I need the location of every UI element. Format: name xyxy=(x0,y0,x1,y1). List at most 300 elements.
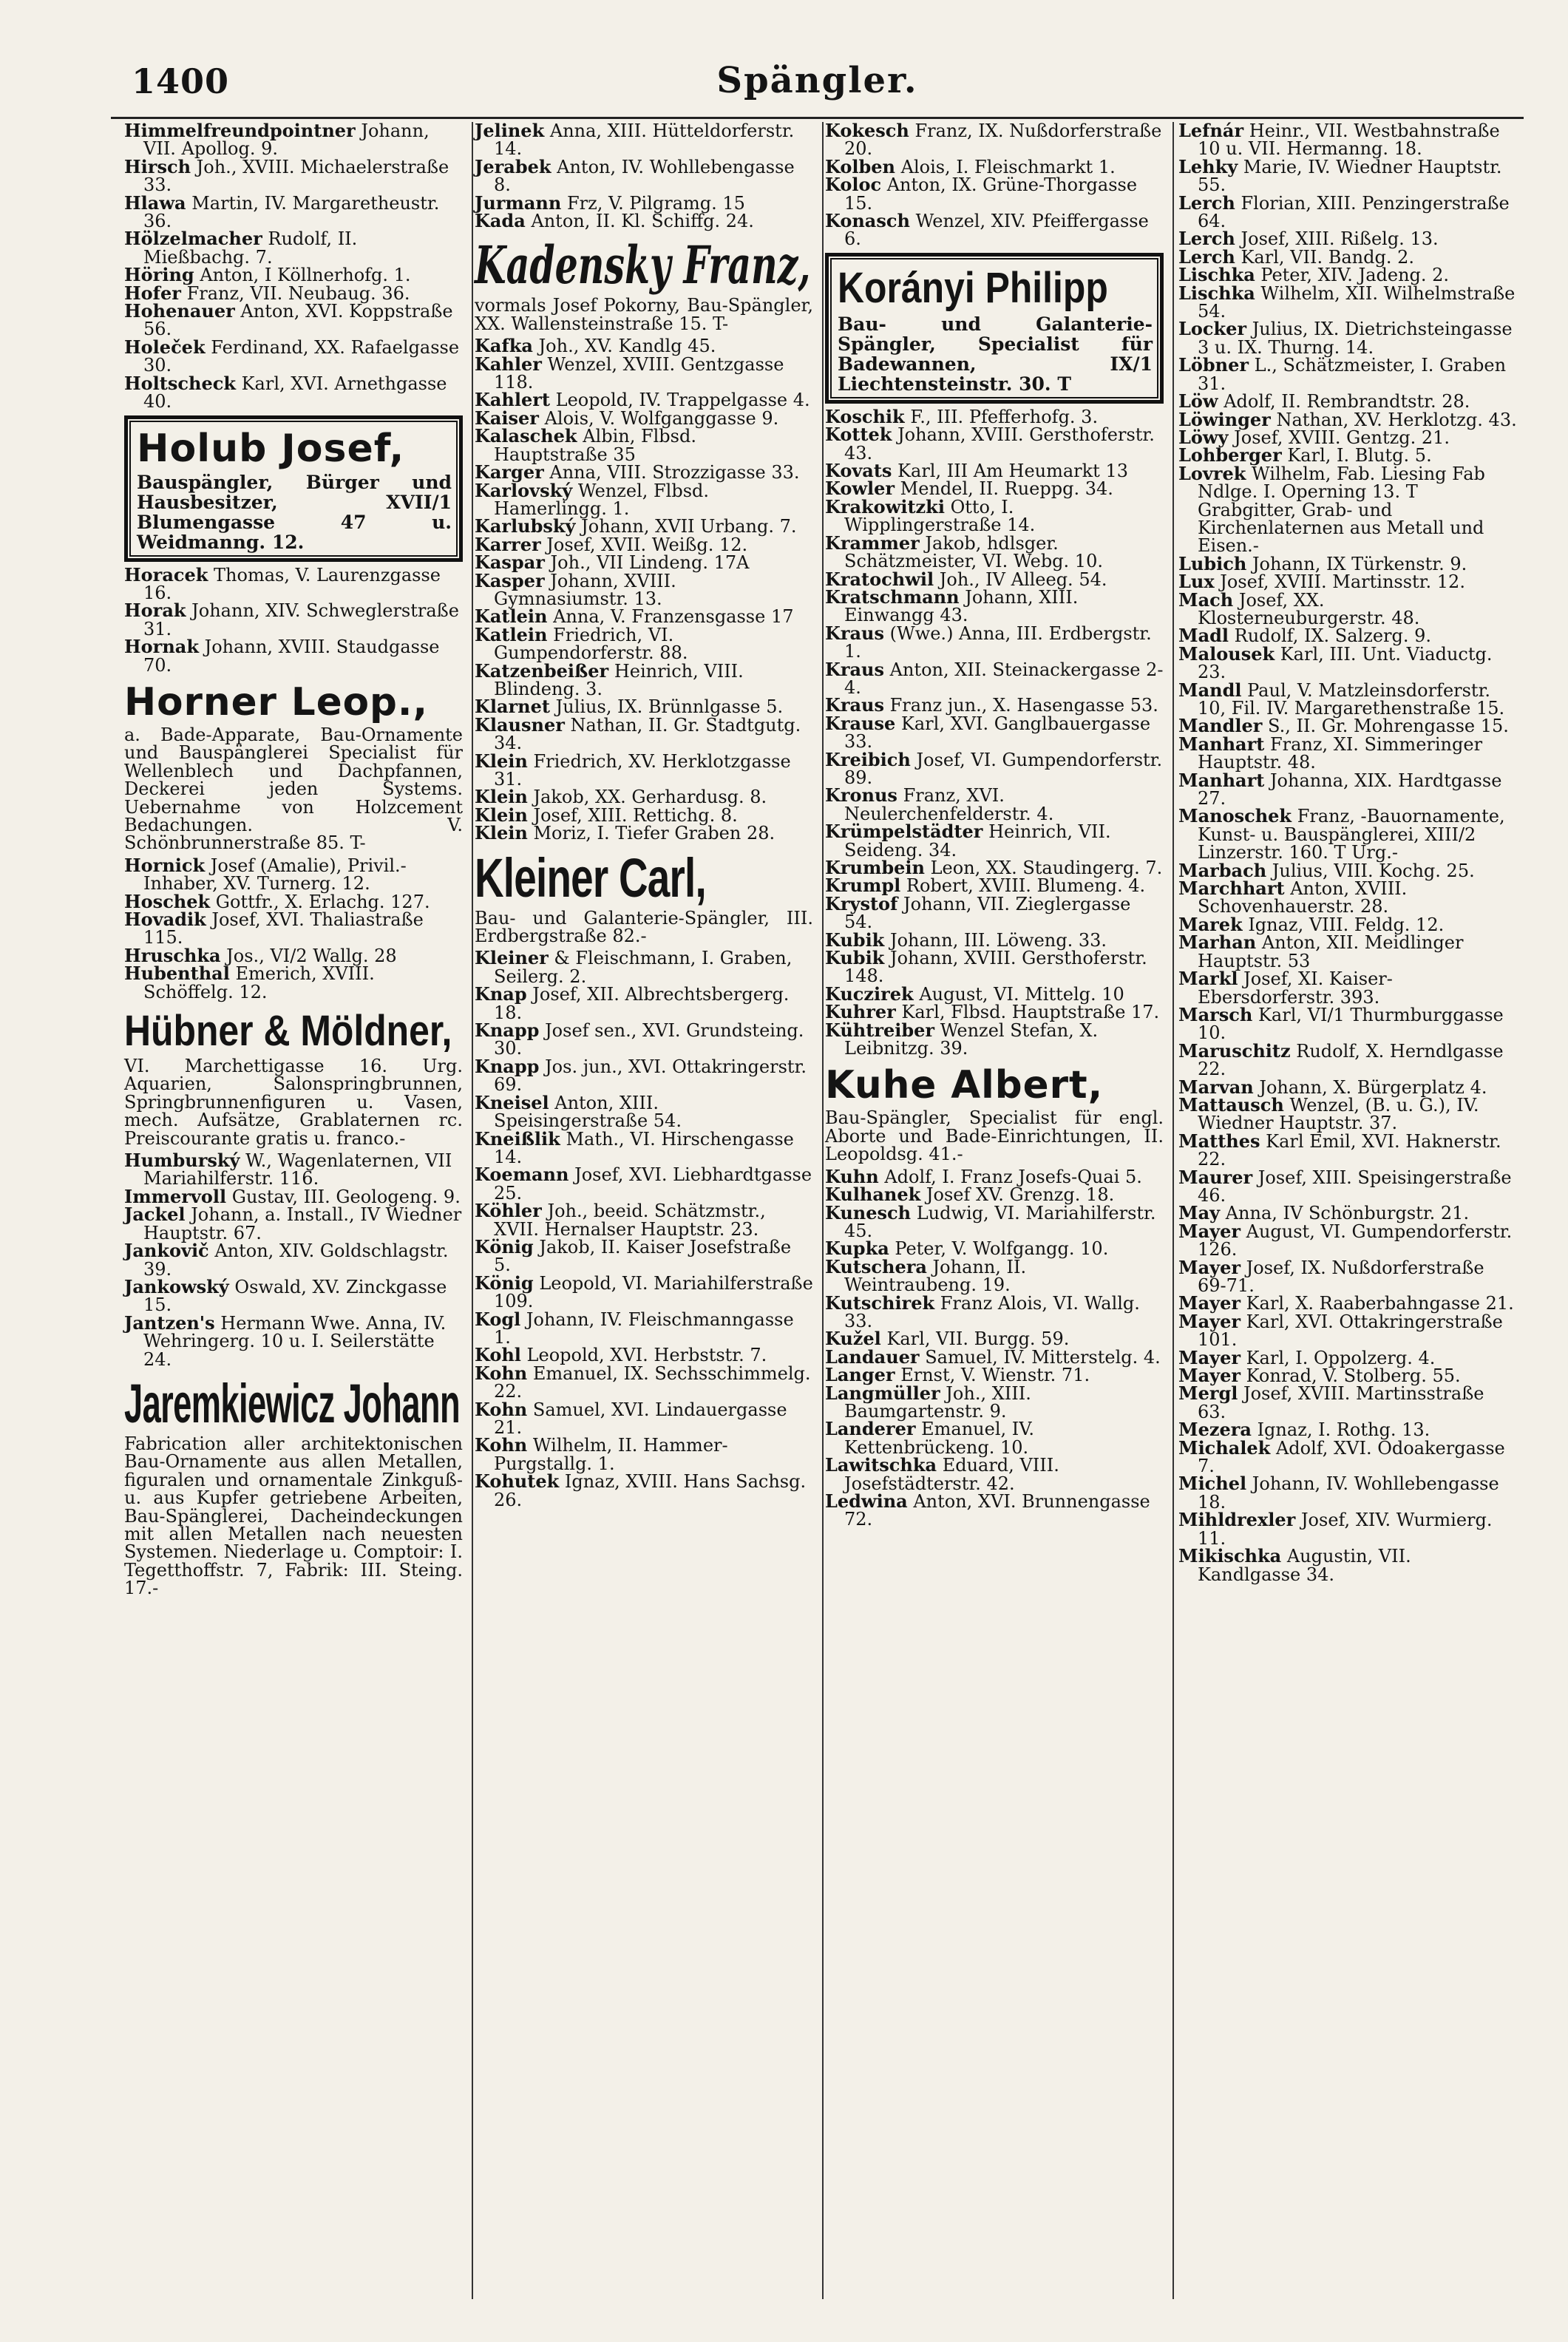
entry-details: Josef, XVII. Weißg. 12. xyxy=(546,534,748,555)
directory-entry xyxy=(475,1436,813,1473)
directory-entry xyxy=(475,479,813,519)
directory-entry xyxy=(124,155,463,196)
entry-details: Joh., IV Alleeg. 54. xyxy=(939,568,1107,590)
directory-entry xyxy=(1178,552,1517,574)
entry-details: Mendel, II. Rueppg. 34. xyxy=(900,478,1113,500)
entry-name: Manhart xyxy=(1178,733,1265,755)
entry-name: Hirsch xyxy=(124,155,191,177)
advertisement-title: Holub Josef, xyxy=(137,426,405,471)
directory-entry xyxy=(475,1470,813,1510)
entry-name: Maruschitz xyxy=(1178,1039,1291,1062)
entry-name: Hornak xyxy=(124,636,199,658)
entry-name: Ledwina xyxy=(825,1490,908,1512)
entry-details: Johann, XIV. Schweglerstraße 31. xyxy=(143,600,459,639)
directory-column-1 xyxy=(120,122,467,2299)
entry-details: Friedrich, XV. Herklotzgasse 31. xyxy=(494,750,791,790)
entry-name: Jerabek xyxy=(475,155,551,177)
directory-entry xyxy=(124,911,463,947)
entry-name: Koemann xyxy=(475,1164,569,1186)
directory-entry xyxy=(825,122,1164,158)
entry-details: Josef, XIII. Rißelg. 13. xyxy=(1241,228,1439,250)
entry-name: Mayer xyxy=(1178,1310,1241,1332)
directory-entry xyxy=(1178,1310,1517,1351)
directory-entry xyxy=(124,1206,463,1242)
entry-details: Josef, XIII. Speisingerstraße 46. xyxy=(1198,1167,1512,1206)
entry-name: Hoschek xyxy=(124,890,211,912)
entry-name: Karlovský xyxy=(475,479,573,501)
entry-details: Anton, XVI. Brunnengasse 72. xyxy=(844,1491,1150,1530)
entry-name: Jankowský xyxy=(124,1275,229,1297)
entry-name: Hruschka xyxy=(124,944,221,966)
entry-name: Holeček xyxy=(124,336,206,358)
directory-entry xyxy=(1178,1039,1517,1080)
entry-name: Jantzen's xyxy=(124,1311,215,1334)
entry-details: Josef, XI. Kaiser-Ebersdorferstr. 393. xyxy=(1198,968,1393,1008)
directory-entry xyxy=(825,748,1164,788)
entry-details: Wenzel, (B. u. G.), IV. Wiedner Hauptstr. 37. xyxy=(1198,1094,1479,1134)
entry-name: Langer xyxy=(825,1364,895,1386)
entry-name: Klarnet xyxy=(475,696,550,718)
directory-entry xyxy=(825,1201,1164,1241)
entry-details: Heinrich, VIII. Blindeng. 3. xyxy=(494,660,744,699)
entry-details: Peter, V. Wolfgangg. 10. xyxy=(895,1238,1109,1260)
directory-entry xyxy=(1178,970,1517,1006)
entry-details: Leon, XX. Staudingerg. 7. xyxy=(930,858,1163,878)
directory-entry xyxy=(825,1382,1164,1422)
entry-name: Mayer xyxy=(1178,1365,1241,1387)
entry-details: Rudolf, X. Herndlgasse 22. xyxy=(1198,1040,1504,1080)
entry-name: Mayer xyxy=(1178,1256,1241,1278)
directory-entry xyxy=(475,353,813,393)
entry-name: Matthes xyxy=(1178,1130,1260,1152)
directory-column-2 xyxy=(470,122,818,2299)
entry-name: Konasch xyxy=(825,210,910,232)
advertisement xyxy=(475,234,813,333)
entry-details: Leopold, IV. Trappelgasse 4. xyxy=(555,390,810,411)
entry-details: Johann, a. Install., IV Wiedner Hauptstr. 67. xyxy=(143,1204,462,1243)
entry-details: Josef (Amalie), Privil.-Inhaber, XV. Turnerg. 12. xyxy=(143,855,407,895)
entry-name: Mayer xyxy=(1178,1220,1241,1242)
entry-name: Lerch xyxy=(1178,228,1235,250)
entry-details: Franz Alois, VI. Wallg. 33. xyxy=(844,1292,1140,1331)
entry-details: August, VI. Gumpendorferstr. 126. xyxy=(1198,1221,1513,1260)
directory-entry xyxy=(825,1294,1164,1331)
directory-entry xyxy=(124,302,463,339)
entry-name: Katzenbeißer xyxy=(475,659,609,682)
entry-details: Gustav, III. Geologeng. 9. xyxy=(231,1186,461,1207)
entry-name: Langmüller xyxy=(825,1382,940,1404)
directory-entry xyxy=(475,985,813,1022)
entry-details: Josef sen., XVI. Grundsteing. 30. xyxy=(494,1020,804,1059)
entry-name: Mergl xyxy=(1178,1382,1238,1405)
directory-entry xyxy=(825,823,1164,859)
directory-entry xyxy=(124,854,463,895)
entry-name: Kratochwil xyxy=(825,568,934,590)
entry-name: Jackel xyxy=(124,1204,186,1226)
entry-name: Knapp xyxy=(475,1055,540,1077)
entry-details: Wenzel, XVIII. Gentzgasse 118. xyxy=(494,353,784,393)
directory-entry xyxy=(825,212,1164,248)
entry-name: Kubik xyxy=(825,929,885,951)
entry-details: Math., VI. Hirschengasse 14. xyxy=(494,1128,794,1167)
entry-details: Karl, VII. Burgg. 59. xyxy=(886,1328,1070,1350)
entry-name: Kada xyxy=(475,210,526,232)
directory-entry xyxy=(1178,1220,1517,1260)
advertisement xyxy=(124,415,463,562)
entry-details: Anton, XVIII. Schovenhauerstr. 28. xyxy=(1198,878,1408,917)
entry-name: Kraus xyxy=(825,622,885,644)
advertisement-body: Bau-Spängler, Specialist für engl. Aborte und Bade-Einrichtungen, II. Leopoldsg. 41.- xyxy=(825,1107,1164,1165)
advertisement-title: Korányi Philipp xyxy=(838,263,1108,312)
entry-name: Lerch xyxy=(1178,245,1235,268)
directory-column-3 xyxy=(821,122,1168,2299)
entry-details: Nathan, II. Gr. Stadtgutg. 34. xyxy=(494,714,801,754)
entry-details: Moriz, I. Tiefer Graben 28. xyxy=(533,823,775,844)
entry-name: Kahler xyxy=(475,353,542,375)
directory-entry xyxy=(825,495,1164,536)
directory-entry xyxy=(475,824,813,842)
directory-entry xyxy=(124,602,463,638)
entry-name: Kronus xyxy=(825,784,897,807)
entry-name: Kuhn xyxy=(825,1165,879,1187)
entry-details: Karl, XVI. Ganglbauergasse 33. xyxy=(844,713,1151,753)
directory-entry xyxy=(475,623,813,664)
entry-name: Manoschek xyxy=(1178,805,1292,827)
directory-entry xyxy=(475,122,813,158)
entry-name: Koschik xyxy=(825,405,905,427)
entry-details: Josef, XVIII. Martinsstr. 12. xyxy=(1220,571,1465,593)
entry-details: Karl, Flbsd. Hauptstraße 17. xyxy=(901,1002,1160,1023)
directory-entry xyxy=(1178,1256,1517,1296)
directory-entry xyxy=(475,1091,813,1132)
entry-name: Mattausch xyxy=(1178,1093,1284,1116)
entry-name: Marvan xyxy=(1178,1076,1254,1098)
directory-entry xyxy=(825,176,1164,212)
entry-details: Samuel, XVI. Lindauergasse 21. xyxy=(494,1399,787,1438)
entry-name: Kohn xyxy=(475,1398,528,1420)
directory-entry xyxy=(1178,931,1517,971)
entry-details: Anton, XII. Steinackergasse 2-4. xyxy=(844,659,1164,698)
advertisement-body: Fabrication aller architektonischen Bau-Ornamente aus allen Metallen, figuralen und ornamentale Zinkguß- u. aus Kupfer getriebene Arbeiten, Bau-Spänglerei, Dacheindeckungen mit allen Metallen nach neuesten Systemen. Niederlage u. Comptoir: I. Tegetthoffstr. 7, Fabrik: III. Steing. 17.- xyxy=(124,1433,463,1599)
entry-details: Julius, VIII. Kochg. 25. xyxy=(1272,860,1475,881)
directory-entry xyxy=(475,1166,813,1202)
entry-name: Marchhart xyxy=(1178,878,1285,900)
entry-details: Oswald, XV. Zinckgasse 15. xyxy=(143,1276,447,1316)
entry-name: Kohl xyxy=(475,1344,521,1366)
entry-details: Alois, V. Wolfganggasse 9. xyxy=(544,407,779,429)
directory-entry xyxy=(825,784,1164,824)
entry-name: Kohn xyxy=(475,1434,528,1456)
entry-name: Michel xyxy=(1178,1473,1247,1495)
entry-name: Hovadik xyxy=(124,909,206,930)
entry-details: S., II. Gr. Mohrengasse 15. xyxy=(1268,716,1509,737)
directory-entry xyxy=(825,588,1164,625)
entry-details: Anton, XVI. Koppstraße 56. xyxy=(143,301,453,340)
entry-details: Josef, XVI. Thaliastraße 115. xyxy=(143,909,424,948)
entry-details: Josef, VI. Gumpendorferstr. 89. xyxy=(844,749,1163,788)
directory-entry xyxy=(1178,122,1517,158)
entry-details: Anna, XIII. Hütteldorferstr. 14. xyxy=(494,122,795,160)
directory-entry xyxy=(825,1420,1164,1456)
header-rule xyxy=(111,117,1524,119)
entry-details: Jos. jun., XVI. Ottakringerstr. 69. xyxy=(494,1056,807,1096)
entry-details: Karl, III Am Heumarkt 13 xyxy=(897,461,1128,482)
entry-details: Franz, XVI. Neulerchenfelderstr. 4. xyxy=(844,785,1054,824)
entry-name: Kovats xyxy=(825,460,892,482)
directory-entry xyxy=(475,713,813,754)
directory-entry xyxy=(1178,642,1517,683)
entry-name: Lefnár xyxy=(1178,122,1244,141)
entry-name: Mezera xyxy=(1178,1419,1252,1441)
entry-name: Kulhanek xyxy=(825,1184,921,1206)
entry-details: Joh., VII Lindeng. 17A xyxy=(550,552,750,574)
entry-name: Kohn xyxy=(475,1362,528,1384)
entry-name: Horak xyxy=(124,600,186,622)
entry-details: Johann, XVII Urbang. 7. xyxy=(581,516,797,537)
entry-details: Josef, XVI. Liebhardtgasse 25. xyxy=(494,1164,812,1204)
advertisement xyxy=(475,847,813,946)
entry-details: Franz, IX. Nußdorferstraße 20. xyxy=(844,122,1162,160)
entry-name: Hlawa xyxy=(124,191,186,214)
entry-name: Lehky xyxy=(1178,155,1238,177)
directory-entry xyxy=(1178,1436,1517,1477)
directory-entry xyxy=(1178,191,1517,232)
entry-details: Anton, IV. Wohllebengasse 8. xyxy=(494,156,795,196)
entry-details: Anna, IV Schönburgstr. 21. xyxy=(1225,1203,1470,1224)
entry-details: Anton, XII. Meidlinger Hauptstr. 53 xyxy=(1198,932,1464,971)
directory-entry xyxy=(825,949,1164,985)
entry-details: Wenzel, XIV. Pfeiffergasse 6. xyxy=(844,211,1149,250)
entry-name: Jankovič xyxy=(124,1240,209,1262)
entry-details: Franz, VII. Neubaug. 36. xyxy=(186,282,410,304)
entry-details: Alois, I. Fleischmarkt 1. xyxy=(900,156,1116,177)
entry-name: Löbner xyxy=(1178,354,1249,376)
entry-name: Marbach xyxy=(1178,859,1267,881)
entry-details: Hermann Wwe. Anna, IV. Wehringerg. 10 u. I. Seilerstätte 24. xyxy=(143,1312,447,1370)
entry-details: Karl, I. Oppolzerg. 4. xyxy=(1246,1347,1436,1368)
directory-entry xyxy=(475,1308,813,1348)
directory-entry xyxy=(1178,679,1517,719)
entry-details: Josef, XIII. Rettichg. 8. xyxy=(533,804,738,826)
entry-name: Immervoll xyxy=(124,1185,227,1207)
entry-details: Josef XV. Grenzg. 18. xyxy=(926,1184,1115,1206)
directory-entry xyxy=(124,1311,463,1370)
entry-name: Hölzelmacher xyxy=(124,228,262,250)
entry-details: F., III. Pfefferhofg. 3. xyxy=(910,406,1099,427)
entry-details: Josef, IX. Nußdorferstraße 69-71. xyxy=(1198,1257,1484,1296)
entry-details: Karl, VI/1 Thurmburggasse 10. xyxy=(1198,1004,1504,1044)
entry-name: Hornick xyxy=(124,854,206,876)
entry-details: Wilhelm, Fab. Liesing Fab Ndlge. I. Operning 13. T Grabgitter, Grab- und Kirchenlaternen aus Metall und Eisen.- xyxy=(1198,463,1485,557)
entry-name: Malousek xyxy=(1178,642,1275,665)
entry-name: Mikischka xyxy=(1178,1545,1282,1567)
entry-name: Kalaschek xyxy=(475,425,577,447)
advertisement xyxy=(825,1062,1164,1163)
entry-name: Mach xyxy=(1178,588,1234,611)
directory-entry xyxy=(825,712,1164,753)
entry-details: Paul, V. Matzleinsdorferstr. 10, Fil. IV. Margarethenstraße 15. xyxy=(1198,679,1505,719)
directory-entry xyxy=(475,569,813,609)
entry-name: Kogl xyxy=(475,1308,521,1330)
entry-details: August, VI. Mittelg. 10 xyxy=(919,983,1124,1005)
entry-details: Thomas, V. Laurenzgasse 16. xyxy=(143,564,441,603)
entry-details: Karl Emil, XVI. Haknerstr. 22. xyxy=(1198,1130,1501,1170)
entry-name: Klein xyxy=(475,804,528,826)
directory-entry xyxy=(124,191,463,232)
entry-details: Franz, XI. Simmeringer Hauptstr. 48. xyxy=(1198,733,1483,773)
directory-entry xyxy=(1178,1547,1517,1584)
entry-name: Kreibich xyxy=(825,748,911,770)
directory-entry xyxy=(124,1242,463,1278)
entry-details: Joh., beeid. Schätzmstr., XVII. Hernalser Hauptstr. 23. xyxy=(494,1201,766,1240)
entry-details: Wilhelm, XII. Wilhelmstraße 54. xyxy=(1198,282,1516,322)
directory-entry xyxy=(1178,769,1517,809)
entry-details: Martin, IV. Margaretheustr. 36. xyxy=(143,192,440,232)
entry-name: May xyxy=(1178,1202,1221,1224)
entry-details: Josef, XVIII. Martinsstraße 63. xyxy=(1198,1383,1484,1422)
entry-details: Peter, XIV. Jadeng. 2. xyxy=(1260,265,1450,286)
entry-name: Markl xyxy=(1178,968,1238,990)
directory-entry xyxy=(1178,320,1517,356)
entry-details: Albin, Flbsd. Hauptstraße 35 xyxy=(494,426,696,465)
entry-details: Julius, IX. Brünnlgasse 5. xyxy=(555,696,784,718)
directory-entry xyxy=(475,949,813,985)
entry-name: Landauer xyxy=(825,1345,920,1368)
entry-details: Rudolf, IX. Salzerg. 9. xyxy=(1234,625,1432,647)
advertisement-body: VI. Marchettigasse 16. Urg. Aquarien, Salonspringbrunnen, Springbrunnenfiguren u. Vasen, mech. Aufsätze, Grablaternen rc. Preiscourante gratis u. franco.- xyxy=(124,1056,463,1149)
entry-details: Leopold, XVI. Herbststr. 7. xyxy=(526,1345,767,1366)
entry-details: Ernst, V. Wienstr. 71. xyxy=(900,1365,1090,1386)
entry-details: Johanna, XIX. Hardtgasse 27. xyxy=(1198,770,1502,809)
entry-name: Marek xyxy=(1178,913,1243,935)
directory-entry xyxy=(124,122,463,158)
directory-entry xyxy=(1178,588,1517,628)
entry-details: Adolf, I. Franz Josefs-Quai 5. xyxy=(884,1166,1142,1187)
entry-name: König xyxy=(475,1235,534,1257)
advertisement-body: Bauspängler, Bürger und Hausbesitzer, XVII/1 Blumengasse 47 u. Weidmanng. 12. xyxy=(137,471,452,553)
entry-name: Lux xyxy=(1178,571,1215,593)
entry-details: & Fleischmann, I. Graben, Seilerg. 2. xyxy=(494,948,793,987)
entry-name: Hofer xyxy=(124,282,181,304)
advertisement-body: vormals Josef Pokorny, Bau-Spängler, XX. Wallensteinstraße 15. T- xyxy=(475,295,813,334)
directory-entry xyxy=(475,1055,813,1096)
entry-details: Eduard, VIII. Josefstädterstr. 42. xyxy=(844,1455,1059,1494)
entry-name: Kolben xyxy=(825,155,895,177)
entry-details: Frz, V. Pilgramg. 15 xyxy=(566,192,745,214)
entry-name: Lovrek xyxy=(1178,462,1246,484)
entry-details: Jos., VI/2 Wallg. 28 xyxy=(226,945,397,966)
entry-name: Katlein xyxy=(475,623,548,645)
entry-details: Florian, XIII. Penzingerstraße 64. xyxy=(1198,192,1510,232)
entry-details: Johann, VII. Zieglergasse 54. xyxy=(844,893,1131,933)
directory-entry xyxy=(1178,155,1517,196)
entry-name: Klausner xyxy=(475,713,565,736)
advertisement xyxy=(124,1005,463,1147)
entry-name: Katlein xyxy=(475,605,548,628)
entry-details: Ferdinand, XX. Rafaelgasse 30. xyxy=(143,336,460,376)
entry-name: Lischka xyxy=(1178,264,1255,286)
directory-entry xyxy=(1178,807,1517,861)
entry-details: Johann, X. Bürgerplatz 4. xyxy=(1259,1076,1487,1098)
entry-name: Holtscheck xyxy=(124,372,236,394)
entry-name: Krammer xyxy=(825,532,920,554)
entry-name: Hubenthal xyxy=(124,963,230,985)
entry-details: Jakob, XX. Gerhardusg. 8. xyxy=(533,787,767,808)
directory-entry xyxy=(825,1255,1164,1296)
entry-name: Marsch xyxy=(1178,1003,1253,1025)
directory-entry xyxy=(825,1456,1164,1493)
entry-name: Kubik xyxy=(825,947,885,969)
directory-entry xyxy=(475,1274,813,1311)
directory-entry xyxy=(1178,1511,1517,1547)
entry-details: Johann, IV. Fleischmanngasse 1. xyxy=(494,1309,794,1348)
entry-details: Rudolf, II. Mießbachg. 7. xyxy=(143,228,358,268)
entry-name: Kunesch xyxy=(825,1201,912,1223)
entry-details: Josef, XVIII. Gentzg. 21. xyxy=(1234,427,1450,448)
entry-details: Julius, IX. Dietrichsteingasse 3 u. IX. Thurng. 14. xyxy=(1198,319,1513,358)
entry-name: Karlubský xyxy=(475,515,576,537)
entry-name: König xyxy=(475,1272,534,1294)
entry-name: Köhler xyxy=(475,1200,542,1222)
entry-details: Jakob, hdlsger. Schätzmeister, VI. Webg. 10. xyxy=(844,532,1103,572)
entry-details: Ignaz, VIII. Feldg. 12. xyxy=(1248,914,1445,935)
entry-name: Himmelfreundpointner xyxy=(124,122,356,141)
entry-name: Humburský xyxy=(124,1150,240,1172)
entry-name: Kleiner xyxy=(475,947,549,969)
directory-entry xyxy=(825,1490,1164,1530)
directory-entry xyxy=(124,965,463,1001)
entry-name: Krakowitzki xyxy=(825,495,945,517)
entry-name: Jelinek xyxy=(475,122,545,141)
entry-details: Johann, II. Weintraubeng. 19. xyxy=(844,1256,1027,1296)
entry-name: Krumpl xyxy=(825,875,901,897)
directory-entry xyxy=(825,892,1164,933)
entry-details: Robert, XVIII. Blumeng. 4. xyxy=(906,875,1146,897)
directory-entry xyxy=(475,155,813,196)
directory-entry xyxy=(124,372,463,413)
entry-name: Kutschirek xyxy=(825,1292,935,1314)
directory-entry xyxy=(825,622,1164,662)
entry-name: Krumbein xyxy=(825,857,925,878)
entry-name: Krümpelstädter xyxy=(825,821,983,843)
entry-details: Heinrich, VII. Seideng. 34. xyxy=(844,821,1111,861)
entry-name: Kottek xyxy=(825,424,892,446)
entry-details: Nathan, XV. Herklotzg. 43. xyxy=(1276,409,1517,430)
directory-entry xyxy=(825,426,1164,462)
entry-name: Maurer xyxy=(1178,1166,1253,1188)
entry-details: Josef, XX. Klosterneuburgerstr. 48. xyxy=(1198,589,1420,628)
entry-name: Madl xyxy=(1178,625,1229,647)
entry-name: Marhan xyxy=(1178,931,1257,954)
entry-details: Anna, VIII. Strozzigasse 33. xyxy=(549,462,800,483)
directory-entry xyxy=(1178,733,1517,773)
directory-entry xyxy=(475,1362,813,1402)
entry-details: Wenzel Stefan, X. Leibnitzg. 39. xyxy=(844,1019,1099,1059)
advertisement-body: a. Bade-Apparate, Bau-Ornamente und Bauspänglerei Specialist für Wellenblech und Dachpfannen, Deckerei jeden Systems. Uebernahme von Holzcement Bedachungen. V. Schönbrunnerstraße 85. T- xyxy=(124,724,463,854)
page-number: 1400 xyxy=(132,61,230,101)
entry-details: Ignaz, XVIII. Hans Sachsg. 26. xyxy=(494,1471,807,1510)
directory-entry xyxy=(825,1019,1164,1059)
entry-name: Kokesch xyxy=(825,122,909,141)
entry-details: Johann, XVIII. Gymnasiumstr. 13. xyxy=(494,570,676,609)
entry-details: Emanuel, IX. Sechsschimmelg. 22. xyxy=(494,1362,811,1402)
entry-details: Karl, VII. Bandg. 2. xyxy=(1241,246,1414,268)
entry-details: Karl, III. Unt. Viaductg. 23. xyxy=(1198,643,1493,683)
entry-details: L., Schätzmeister, I. Graben 31. xyxy=(1198,355,1507,394)
entry-name: Kraus xyxy=(825,694,885,716)
entry-name: Mayer xyxy=(1178,1292,1241,1314)
directory-entry xyxy=(1178,1475,1517,1511)
